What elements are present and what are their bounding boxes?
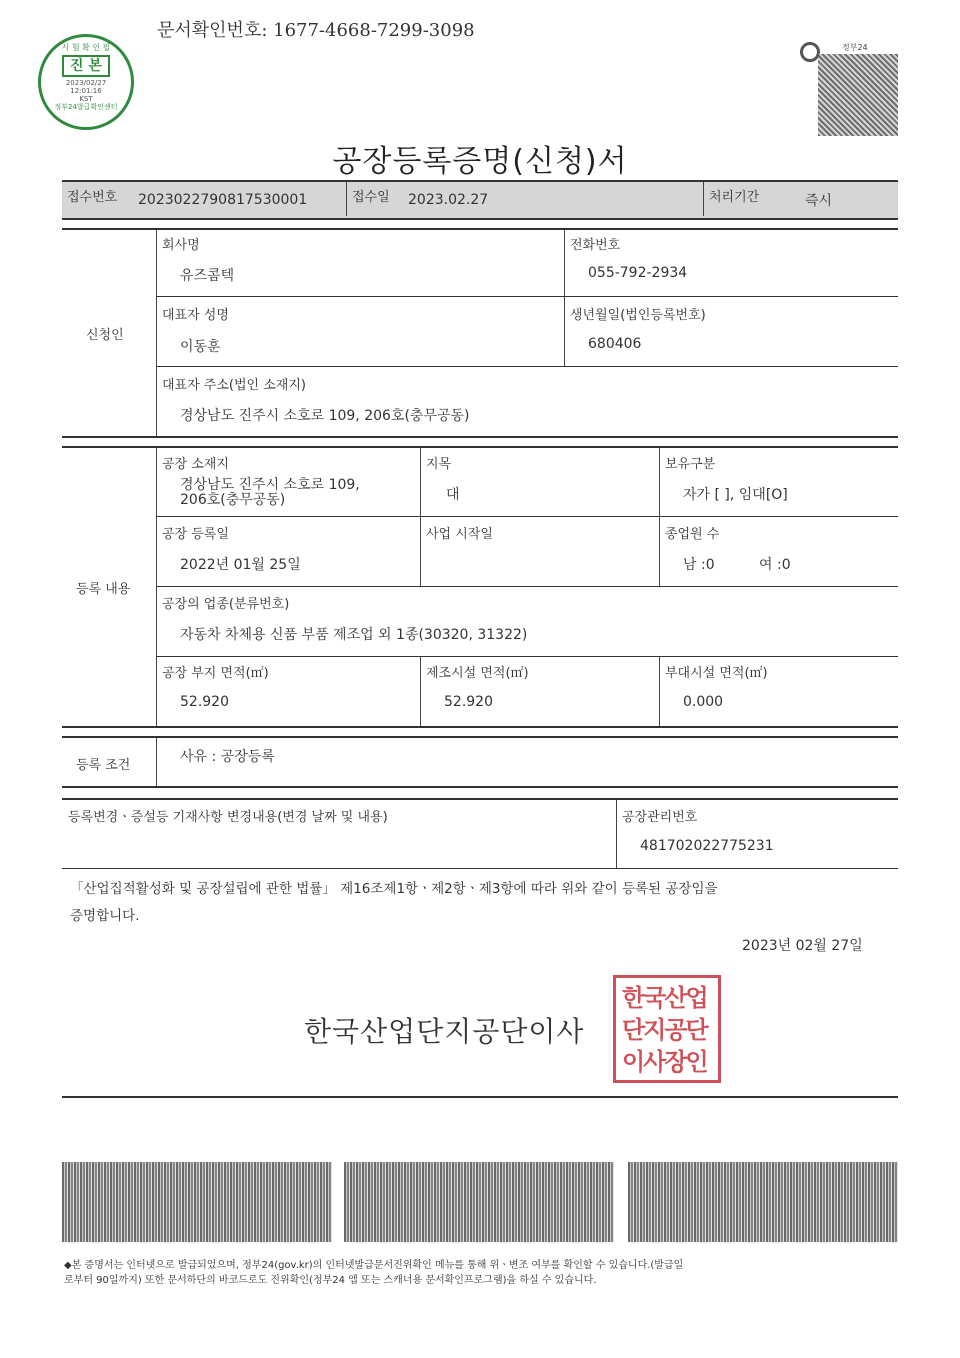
official-stamp <box>613 975 721 1083</box>
stamp-text: 한국산업단지공단이사장인 <box>622 984 707 1076</box>
document-title: 공장등록증명(신청)서 <box>332 144 628 179</box>
seal-main-text: 진 본 <box>62 55 110 77</box>
footer-note-line-1: ◆본 증명서는 인터넷으로 발급되었으며, 정부24(gov.kr)의 인터넷발급문서진위확인 메뉴를 통해 위ㆍ변조 여부를 확인할 수 있습니다.(발급일 <box>64 1260 684 1271</box>
seal-bottom-text: 정부24발급확인센터 <box>54 103 118 111</box>
changes-label: 등록변경ㆍ증설등 기재사항 변경내용(변경 날짜 및 내용) <box>68 810 388 825</box>
seal-timezone: KST <box>79 95 93 103</box>
condition-value: 사유 : 공장등록 <box>180 749 275 765</box>
barcode-1 <box>62 1162 332 1242</box>
representative-name-label: 대표자 성명 <box>162 308 229 323</box>
registration-date-label: 공장 등록일 <box>162 527 229 542</box>
manufacturing-area-value: 52.920 <box>444 694 493 710</box>
factory-location-value: 경상남도 진주시 소호로 109, 206호(충무공동) <box>180 477 360 508</box>
company-name-value: 유즈콤텍 <box>180 268 235 284</box>
industry-value: 자동차 차체용 신품 부품 제조업 외 1종(30320, 31322) <box>180 627 528 643</box>
seal-time: 12:01:16 <box>70 87 102 95</box>
registration-date-value: 2022년 01월 25일 <box>180 557 301 573</box>
employee-female-value: 여 :0 <box>759 557 791 573</box>
representative-address-label: 대표자 주소(법인 소재지) <box>162 378 306 393</box>
representative-address-value: 경상남도 진주시 소호로 109, 206호(충무공동) <box>180 408 470 424</box>
certification-statement-line-1: 「산업집적활성화 및 공장설립에 관한 법률」 제16조제1항ㆍ제2항ㆍ제3항에 따라 위와 같이 등록된 공장임을 <box>70 881 718 897</box>
auxiliary-area-value: 0.000 <box>683 694 724 710</box>
gov24-label: 정부24 <box>842 43 868 52</box>
land-category-label: 지목 <box>426 457 452 472</box>
birth-date-value: 680406 <box>588 336 642 352</box>
business-start-label: 사업 시작일 <box>426 527 493 542</box>
certification-seal <box>38 34 134 130</box>
processing-period-label: 처리기간 <box>709 190 760 205</box>
ownership-value: 자가 [ ], 임대[O] <box>683 487 788 503</box>
barcode-3 <box>628 1162 898 1242</box>
receipt-date-value: 2023.02.27 <box>408 192 489 208</box>
phone-label: 전화번호 <box>570 238 621 253</box>
issue-date: 2023년 02월 27일 <box>742 938 863 954</box>
ownership-label: 보유구분 <box>665 457 716 472</box>
processing-period-value: 즉시 <box>805 193 833 209</box>
site-area-value: 52.920 <box>180 694 229 710</box>
employee-count-label: 종업원 수 <box>665 527 720 542</box>
seal-date: 2023/02/27 <box>65 79 107 87</box>
issuer-name: 한국산업단지공단이사 <box>304 1015 585 1048</box>
employee-male-value: 남 :0 <box>683 557 715 573</box>
phone-value: 055-792-2934 <box>588 265 688 281</box>
barcode-2 <box>344 1162 614 1242</box>
gov24-logo-icon <box>800 42 820 62</box>
qr-code <box>818 54 898 136</box>
land-category-value: 대 <box>446 487 460 503</box>
birth-date-label: 생년월일(법인등록번호) <box>570 308 706 323</box>
factory-location-label: 공장 소재지 <box>162 457 229 472</box>
company-name-label: 회사명 <box>162 238 200 253</box>
applicant-section-label: 신청인 <box>86 328 124 343</box>
manufacturing-area-label: 제조시설 면적(㎡) <box>426 666 529 681</box>
factory-management-number-label: 공장관리번호 <box>622 810 698 825</box>
receipt-number-value: 20230227908175300​01 <box>138 192 308 208</box>
industry-label: 공장의 업종(분류번호) <box>162 597 290 612</box>
auxiliary-area-label: 부대시설 면적(㎡) <box>665 666 768 681</box>
receipt-number-label: 접수번호 <box>67 190 118 205</box>
representative-name-value: 이동훈 <box>180 339 221 355</box>
receipt-date-label: 접수일 <box>352 190 390 205</box>
condition-section-label: 등록 조건 <box>76 758 131 773</box>
footer-note-line-2: 로부터 90일까지) 또한 문서하단의 바코드로도 진위확인(정부24 앱 또는 스캐너용 문서확인프로그램)을 하실 수 있습니다. <box>64 1275 597 1286</box>
certification-statement-line-2: 증명합니다. <box>70 908 140 924</box>
site-area-label: 공장 부지 면적(㎡) <box>162 666 269 681</box>
document-confirm-number: 문서확인번호: 1677-4668-7299-3098 <box>157 20 475 41</box>
factory-management-number-value: 481702022775231 <box>640 838 774 854</box>
registration-section-label: 등록 내용 <box>76 582 131 597</box>
seal-top-text: 시 험 확 인 필 <box>61 43 111 52</box>
